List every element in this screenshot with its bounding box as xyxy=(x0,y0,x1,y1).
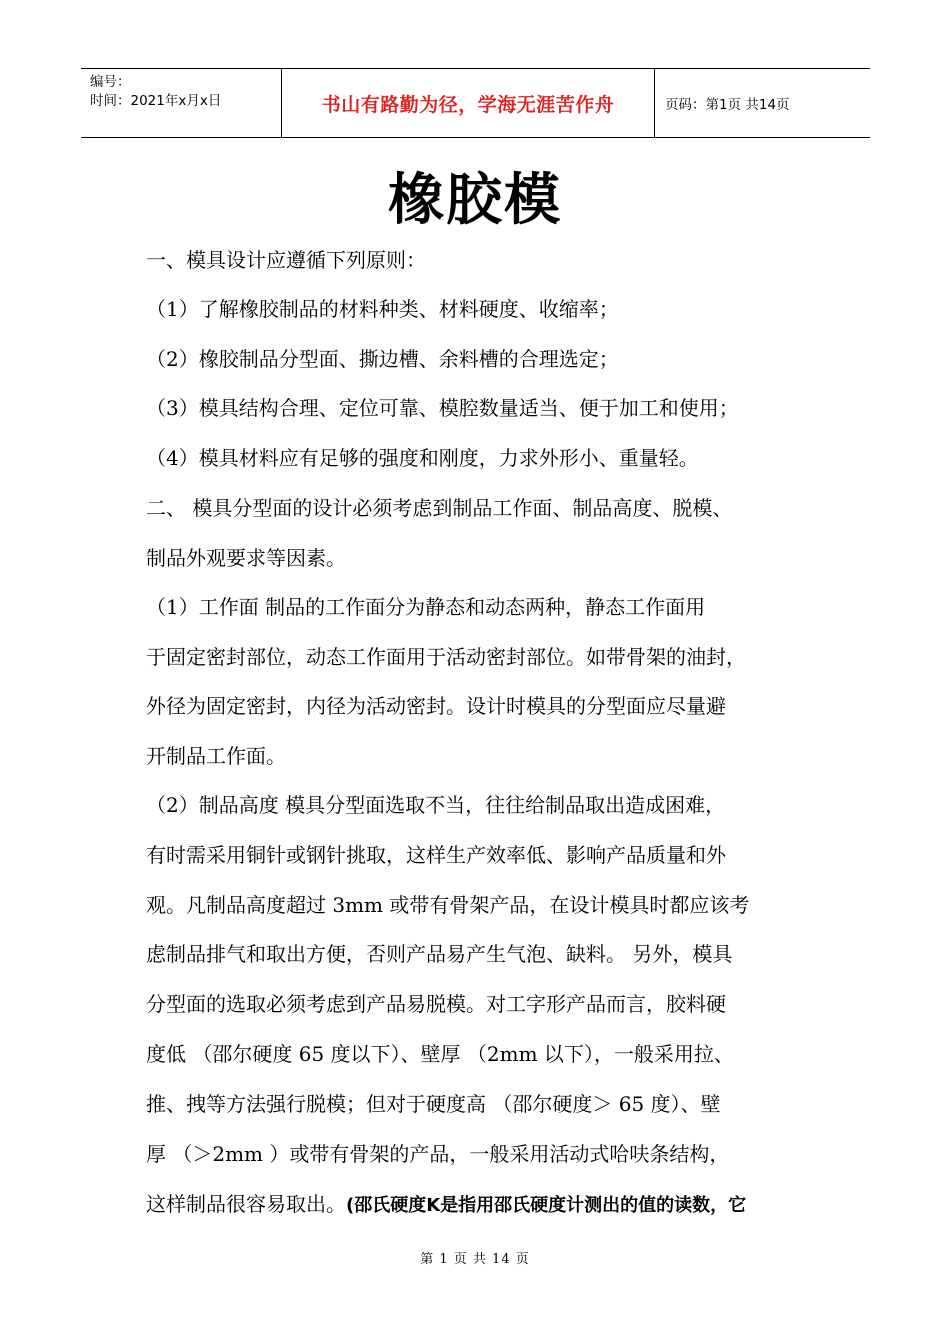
code-label: 编号： xyxy=(90,74,131,90)
header-motto: 书山有路勤为径，学海无涯苦作舟 xyxy=(281,69,655,137)
header-meta xyxy=(81,69,281,137)
text-line: 厚 （＞2mm ）或带有骨架的产品，一般采用活动式哈呋条结构， xyxy=(146,1142,730,1166)
text-line: 开制品工作面。 xyxy=(146,744,286,768)
text-line: （1）工作面 制品的工作面分为静态和动态两种，静态工作面用 xyxy=(146,595,706,619)
text-line: （1）了解橡胶制品的材料种类、材料硬度、收缩率； xyxy=(146,297,619,321)
text-line: 分型面的选取必须考虑到产品易脱模。对工字形产品而言，胶料硬 xyxy=(146,992,726,1016)
text-line: 观。凡制品高度超过 3mm 或带有骨架产品，在设计模具时都应该考 xyxy=(146,893,750,917)
text-line: （2）橡胶制品分型面、撕边槽、余料槽的合理选定； xyxy=(146,347,619,371)
text-line: 外径为固定密封，内径为活动密封。设计时模具的分型面应尽量避 xyxy=(146,694,726,718)
page-footer: 第 1 页 共 14 页 xyxy=(420,1252,530,1267)
text-line: （3）模具结构合理、定位可靠、模腔数量适当、便于加工和使用； xyxy=(146,396,739,420)
text-line-last xyxy=(146,1190,836,1220)
text-line-plain: 这样制品很容易取出。 xyxy=(146,1192,346,1216)
text-line: 有时需采用铜针或钢针挑取，这样生产效率低、影响产品质量和外 xyxy=(146,843,726,867)
text-line: 制品外观要求等因素。 xyxy=(146,546,346,570)
time-label: 时间：2021年x月x日 xyxy=(90,93,222,109)
text-line: 于固定密封部位，动态工作面用于活动密封部位。如带骨架的油封， xyxy=(146,645,746,669)
text-line-bold: (邵氏硬度K是指用邵氏硬度计测出的值的读数，它 xyxy=(346,1195,747,1216)
text-line: 一、模具设计应遵循下列原则： xyxy=(146,248,426,272)
text-line: 度低 （邵尔硬度 65 度以下）、壁厚 （2mm 以下），一般采用拉、 xyxy=(146,1042,734,1066)
header-page-info: 页码：第1页 共14页 xyxy=(665,97,790,113)
text-line: （4）模具材料应有足够的强度和刚度，力求外形小、重量轻。 xyxy=(146,446,699,470)
text-line: 虑制品排气和取出方便，否则产品易产生气泡、缺料。 另外，模具 xyxy=(146,942,733,966)
text-line: （2）制品高度 模具分型面选取不当，往往给制品取出造成困难， xyxy=(146,793,726,817)
document-title: 橡胶模 xyxy=(388,167,562,233)
document-header xyxy=(81,68,870,138)
text-line: 推、拽等方法强行脱模；但对于硬度高 （邵尔硬度＞ 65 度）、壁 xyxy=(146,1092,721,1116)
text-line: 二、 模具分型面的设计必须考虑到制品工作面、制品高度、脱模、 xyxy=(146,496,733,520)
